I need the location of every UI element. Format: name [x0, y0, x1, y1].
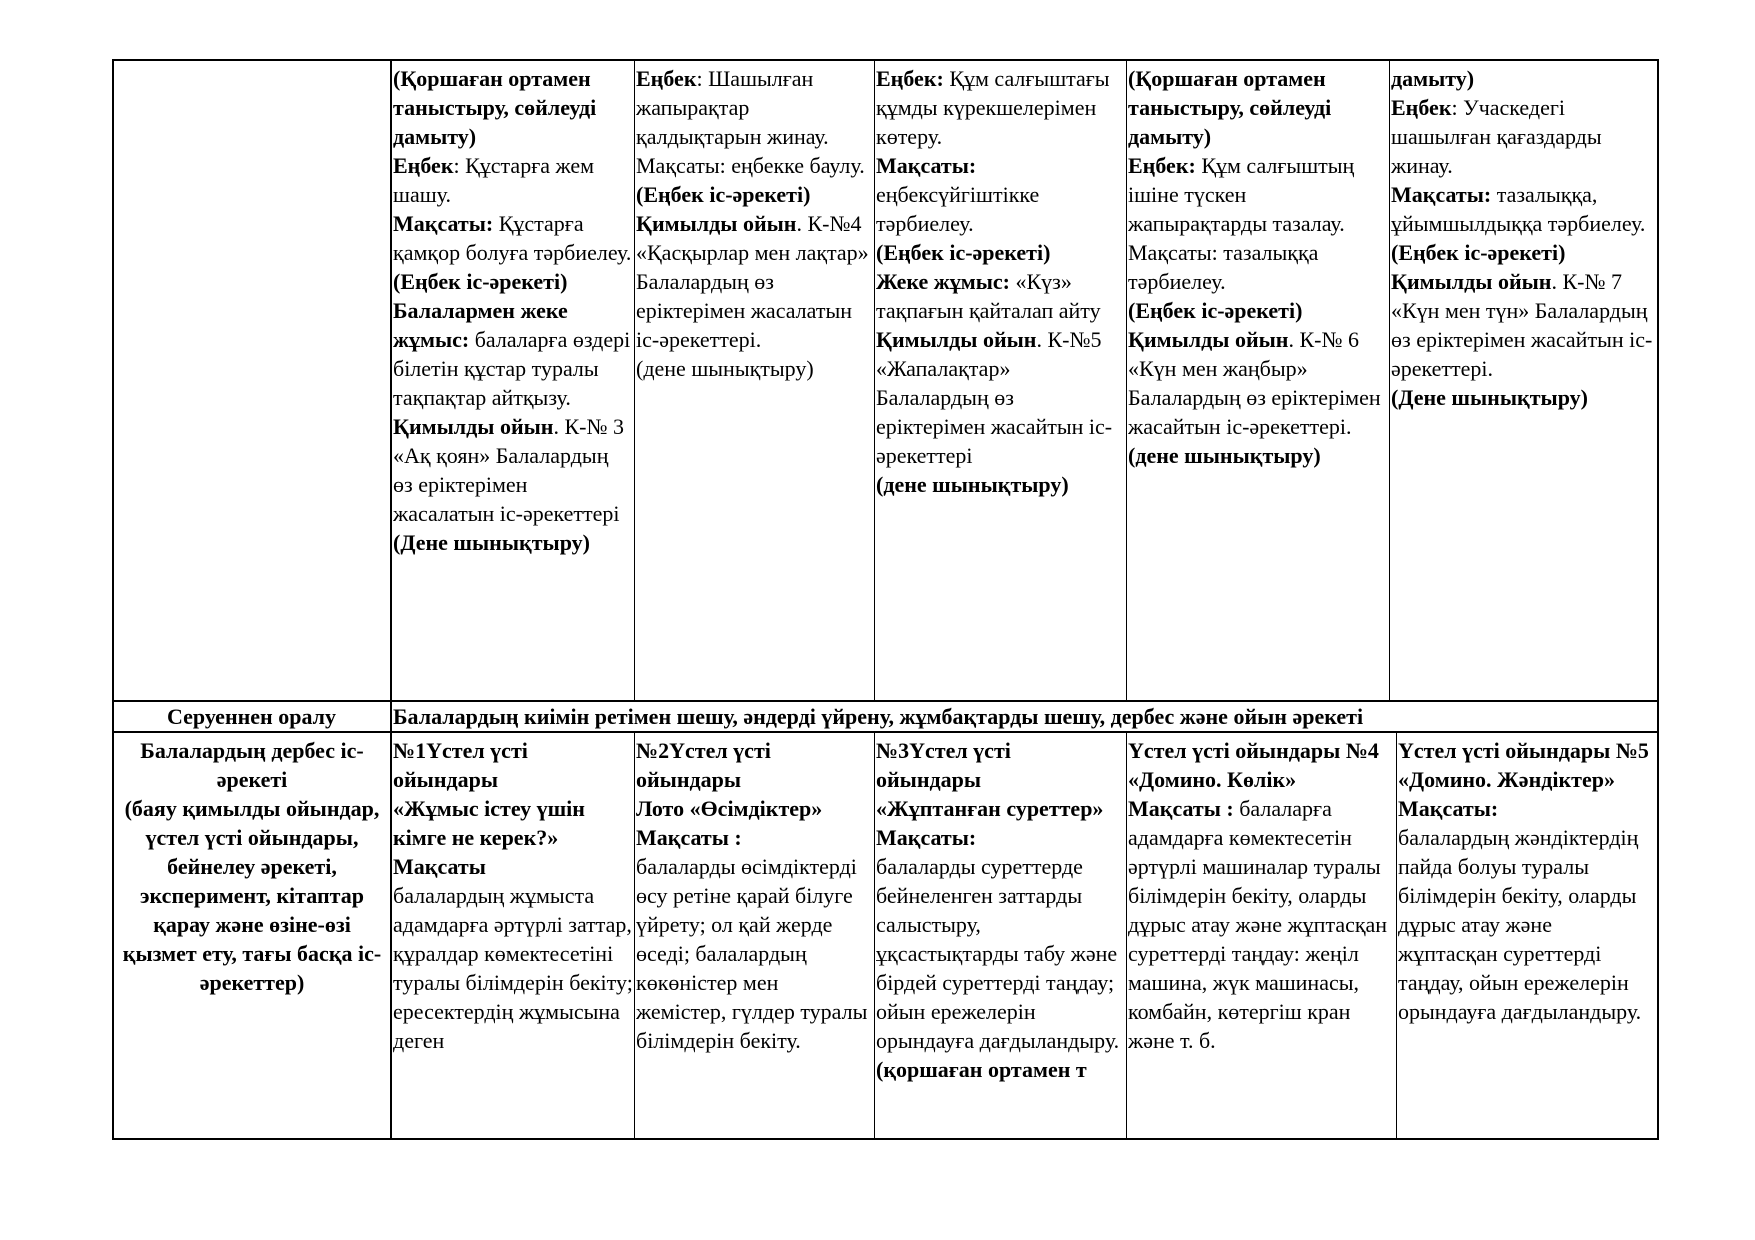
cell-paragraph: [393, 209, 633, 267]
bold-text-run: ойындары: [636, 767, 742, 792]
table-border-bottom: [112, 1138, 1659, 1140]
row1-cell-friday: [1391, 64, 1656, 698]
column-divider: [1126, 59, 1127, 701]
bold-text-run: (дене шынықтыру): [1128, 443, 1321, 468]
bold-text-run: Үстел үсті ойындары №5 «Домино. Жәндіктер» Мақсаты:: [1398, 738, 1649, 821]
text-run: . К-№ 7 «Күн мен түн» Балалардың өз еріктерімен жасайтын іс-әрекеттері.: [1391, 269, 1653, 381]
bold-text-run: Балалармен жеке жұмыс:: [393, 298, 568, 352]
cell-paragraph: [1391, 267, 1656, 383]
bold-text-run: (Еңбек іс-әрекеті): [1128, 298, 1303, 323]
bold-text-run: Қимылды ойын: [876, 327, 1037, 352]
cell-paragraph: [393, 528, 633, 557]
cell-paragraph: [1128, 441, 1388, 470]
bold-text-run: «Жұмыс істеу үшін кімге не керек?»: [393, 796, 585, 850]
cell-paragraph: [876, 267, 1125, 325]
text-run: Құстарға қамқор болуға тәрбиелеу.: [393, 211, 632, 265]
text-run: балалардың жұмыста адамдарға әртүрлі заттар, құралдар көмектесетіні туралы білімдерін бекіту; ересектердің жұмысына деген: [393, 883, 633, 1053]
row1-cell-tuesday: [636, 64, 873, 698]
cell-paragraph: [393, 412, 633, 528]
table-border-top: [112, 59, 1659, 61]
column-divider: [1396, 732, 1397, 1139]
bold-text-run: Еңбек: [636, 66, 697, 91]
row3-cell-wednesday: [876, 736, 1125, 1136]
column-divider: [1126, 732, 1127, 1139]
bold-text-run: (Қоршаған ортамен таныстыру, сөйлеуді дамыту): [393, 66, 597, 149]
bold-text-run: №3Үстел үсті: [876, 738, 1011, 763]
column-divider-label: [390, 59, 392, 1140]
text-run: балаларды суреттерде бейнеленген заттарды салыстыру, ұқсастықтарды табу және бірдей суреттерді таңдау; ойын ережелерін орындауға дағдыландыру.: [876, 854, 1120, 1053]
cell-paragraph: [393, 794, 633, 852]
row-divider-2: [112, 731, 1659, 733]
bold-text-run: Еңбек:: [1128, 153, 1196, 178]
cell-paragraph: [876, 1055, 1125, 1084]
row3-cell-tuesday: [636, 736, 873, 1136]
bold-text-run: Мақсаты:: [1391, 182, 1492, 207]
cell-paragraph: [876, 64, 1125, 151]
cell-paragraph: [636, 180, 873, 209]
bold-text-run: (Қоршаған ортамен таныстыру, сөйлеуді дамыту): [1128, 66, 1332, 149]
bold-text-run: Қимылды ойын: [636, 211, 797, 236]
text-run: . К-№ 3 «Ақ қоян» Балалардың өз еріктерімен жасалатын іс-әрекеттері: [393, 414, 624, 526]
cell-paragraph: [876, 470, 1125, 499]
cell-paragraph: [1128, 296, 1388, 325]
cell-paragraph: [1128, 64, 1388, 151]
cell-paragraph: [636, 354, 873, 383]
row3-cell-monday: [393, 736, 633, 1136]
text-run: . К-№5 «Жапалақтар» Балалардың өз еріктерімен жасайтын іс-әрекеттері: [876, 327, 1113, 468]
bold-text-run: Қимылды ойын: [393, 414, 554, 439]
bold-text-run: «Домино. Көлік»: [1128, 767, 1297, 792]
cell-paragraph: [876, 765, 1125, 794]
cell-paragraph: [1128, 736, 1395, 765]
row2-content: Балалардың киімін ретімен шешу, әндерді үйрену, жұмбақтарды шешу, дербес және ойын әрекеті: [393, 704, 1364, 729]
column-divider: [634, 732, 635, 1139]
table-border-left: [112, 59, 114, 1140]
cell-paragraph: [393, 736, 633, 794]
row3-cell-friday: [1398, 736, 1656, 1136]
cell-paragraph: [1398, 736, 1656, 823]
text-run: балаларға адамдарға көмектесетін әртүрлі машиналар туралы білімдерін бекіту, оларды дұрыс атау және жұптасқан суреттерді таңдау: жеңіл машина, жүк машинасы, комбайн, көтергіш кран және т. б.: [1128, 796, 1388, 1053]
bold-text-run: №1Үстел үсті ойындары: [393, 738, 528, 792]
bold-text-run: Мақсаты: [393, 854, 486, 879]
bold-text-run: «Жұптанған суреттер» Мақсаты:: [876, 796, 1104, 850]
cell-paragraph: [876, 852, 1125, 1055]
cell-paragraph: [636, 209, 873, 354]
text-run: . К-№4 «Қасқырлар мен лақтар» Балалардың өз еріктерімен жасалатын іс-әрекеттері.: [636, 211, 869, 352]
row1-cell-thursday: [1128, 64, 1388, 698]
text-run: «Күз» тақпағын қайталап айту: [876, 269, 1101, 323]
cell-paragraph: [1391, 238, 1656, 267]
bold-text-run: (қоршаған ортамен т: [876, 1057, 1087, 1082]
row1-cell-wednesday: [876, 64, 1125, 698]
cell-paragraph: [876, 238, 1125, 267]
bold-text-run: (Дене шынықтыру): [1391, 385, 1588, 410]
cell-paragraph: [1398, 823, 1656, 1026]
cell-paragraph: [636, 794, 873, 823]
row3-label: Балалардың дербес іс-әрекеті (баяу қимылды ойындар, үстел үсті ойындары, бейнелеу әрекеті, эксперимент, кітаптар қарау және өзіне-өзі қызмет ету, тағы басқа іс-әрекеттер): [122, 738, 382, 995]
cell-paragraph: [876, 151, 1125, 238]
column-divider: [874, 732, 875, 1139]
cell-paragraph: [1391, 383, 1656, 412]
cell-paragraph: [1128, 794, 1395, 1055]
text-run: (дене шынықтыру): [636, 356, 814, 381]
cell-paragraph: [636, 736, 873, 765]
bold-text-run: Жеке жұмыс:: [876, 269, 1010, 294]
bold-text-run: Мақсаты:: [876, 153, 977, 178]
cell-paragraph: [1128, 765, 1395, 794]
column-divider: [874, 59, 875, 701]
text-run: Құм салғыштағы құмды күрекшелерімен көтеру.: [876, 66, 1110, 149]
bold-text-run: Қимылды ойын: [1391, 269, 1552, 294]
cell-paragraph: [1128, 325, 1388, 441]
bold-text-run: Мақсаты :: [1128, 796, 1234, 821]
cell-paragraph: [876, 325, 1125, 470]
cell-paragraph: [1128, 151, 1388, 296]
text-run: Құм салғыштың ішіне түскен жапырақтарды тазалау. Мақсаты: тазалыққа тәрбиелеу.: [1128, 153, 1355, 294]
cell-paragraph: [636, 765, 873, 794]
bold-text-run: (Еңбек іс-әрекеті): [393, 269, 568, 294]
bold-text-run: (Еңбек іс-әрекеті): [876, 240, 1051, 265]
bold-text-run: №2Үстел үсті: [636, 738, 771, 763]
text-run: еңбексүйгіштікке тәрбиелеу.: [876, 182, 1040, 236]
bold-text-run: (дене шынықтыру): [876, 472, 1069, 497]
bold-text-run: (Еңбек іс-әрекеті): [1391, 240, 1566, 265]
bold-text-run: Еңбек:: [876, 66, 944, 91]
cell-paragraph: [1391, 180, 1656, 238]
bold-text-run: дамыту): [1391, 66, 1475, 91]
table-border-right: [1657, 59, 1659, 1140]
cell-paragraph: [636, 64, 873, 180]
text-run: балаларға өздері білетін құстар туралы тақпақтар айтқызу.: [393, 327, 631, 410]
cell-paragraph: [393, 296, 633, 412]
bold-text-run: Лото «Өсімдіктер»: [636, 796, 823, 821]
text-run: . К-№ 6 «Күн мен жаңбыр» Балалардың өз еріктерімен жасайтын іс-әрекеттері.: [1128, 327, 1381, 439]
cell-paragraph: [393, 151, 633, 209]
bold-text-run: Үстел үсті ойындары №4: [1128, 738, 1379, 763]
row2-label: Серуеннен оралу: [166, 704, 337, 729]
cell-paragraph: [1391, 64, 1656, 93]
column-divider: [1389, 59, 1390, 701]
row3-cell-thursday: [1128, 736, 1395, 1136]
bold-text-run: (Дене шынықтыру): [393, 530, 590, 555]
cell-paragraph: [636, 852, 873, 1055]
cell-paragraph: [393, 267, 633, 296]
bold-text-run: Қимылды ойын: [1128, 327, 1289, 352]
text-run: : Учаскедегі шашылған қағаздарды жинау.: [1391, 95, 1602, 178]
bold-text-run: Еңбек: [1391, 95, 1452, 120]
cell-paragraph: [393, 881, 633, 1055]
text-run: балаларды өсімдіктерді өсу ретіне қарай білуге үйрету; ол қай жерде өседі; балалардың көкөністер мен жемістер, гүлдер туралы білімдерін бекіту.: [636, 854, 868, 1053]
bold-text-run: Мақсаты:: [393, 211, 494, 236]
cell-paragraph: [636, 823, 873, 852]
text-run: балалардың жәндіктердің пайда болуы туралы білімдерін бекіту, оларды дұрыс атау және жұптасқан суреттерді таңдау, ойын ережелерін орындауға дағдыландыру.: [1398, 825, 1642, 1024]
cell-paragraph: [876, 794, 1125, 852]
cell-paragraph: [393, 852, 633, 881]
bold-text-run: Еңбек: [393, 153, 454, 178]
cell-paragraph: [393, 64, 633, 151]
row1-cell-monday: [393, 64, 633, 698]
bold-text-run: Мақсаты :: [636, 825, 742, 850]
column-divider: [634, 59, 635, 701]
bold-text-run: ойындары: [876, 767, 982, 792]
bold-text-run: (Еңбек іс-әрекеті): [636, 182, 811, 207]
text-run: : Құстарға жем шашу.: [393, 153, 595, 207]
text-run: : Шашылған жапырақтар қалдықтарын жинау. Мақсаты: еңбекке баулу.: [636, 66, 865, 178]
text-run: тазалыққа, ұйымшылдыққа тәрбиелеу.: [1391, 182, 1646, 236]
cell-paragraph: [876, 736, 1125, 765]
cell-paragraph: [1391, 93, 1656, 180]
